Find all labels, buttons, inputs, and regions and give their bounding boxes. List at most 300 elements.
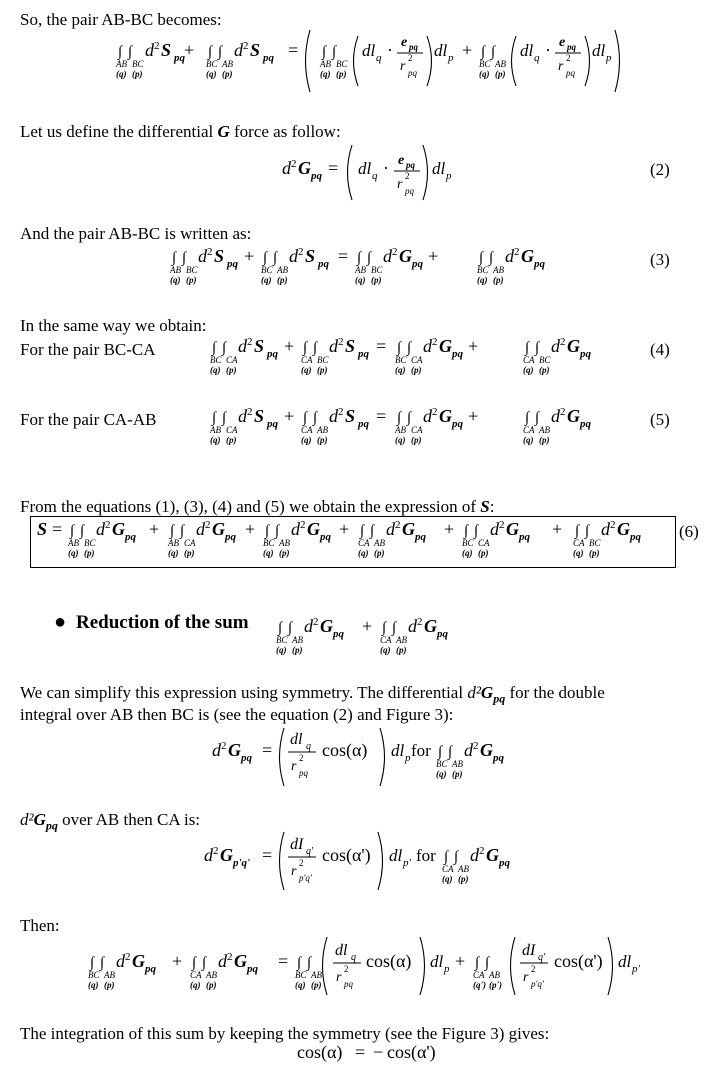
symbol-g: G <box>521 246 534 266</box>
superscript-2: 2 <box>499 519 505 531</box>
frac-r-sub: pq <box>566 68 575 78</box>
symbol-g: G <box>220 845 233 865</box>
text-line-2-post: force as follow: <box>229 122 341 141</box>
left-paren <box>354 36 359 86</box>
symbol-g: G <box>439 406 452 426</box>
integral-var-p: (p') <box>489 980 502 990</box>
integral-limit: AB <box>206 970 217 980</box>
subscript-pq: pq <box>412 258 423 270</box>
integral-var-q: (q) <box>210 365 221 375</box>
symbol-g: G <box>486 845 499 865</box>
integral-var-p: (p) <box>186 275 197 285</box>
integral-var-p: (p) <box>104 980 115 990</box>
frac-r-sup: 2 <box>405 171 410 181</box>
subscript-pq: pq <box>320 531 331 543</box>
integral-limit: AB <box>279 538 290 548</box>
integral-limit: CA <box>184 538 196 548</box>
inline-d2b: d² <box>20 810 34 829</box>
operator: = <box>278 951 289 971</box>
integral-var-p: (p) <box>292 645 303 655</box>
subscript-pq: pq <box>225 531 236 543</box>
integral-limit: CA <box>411 425 423 435</box>
right-paren <box>380 728 385 786</box>
integral-var-p: (p) <box>206 980 217 990</box>
frac-num: dl <box>290 731 303 748</box>
superscript-2: 2 <box>432 336 438 348</box>
integral-sign: ∫ <box>182 250 187 266</box>
superscript-2: 2 <box>291 158 297 170</box>
integral-limit: AB <box>493 265 504 275</box>
integral-sign: ∫ <box>479 250 484 266</box>
integral-sign: ∫ <box>297 955 302 971</box>
integral-var-p: (p) <box>311 980 322 990</box>
text-line-1: So, the pair AB-BC becomes: <box>20 10 222 29</box>
differential-d: d <box>329 406 338 426</box>
differential-d: d <box>96 519 105 539</box>
integral-var-q: (q) <box>276 645 287 655</box>
integral-sign: ∫ <box>357 250 362 266</box>
differential-d: d <box>212 740 221 760</box>
operator: = <box>355 1042 366 1062</box>
integral-sign: ∫ <box>525 410 530 426</box>
integral-limit: CA <box>442 864 454 874</box>
integral-sign: ∫ <box>100 955 105 971</box>
superscript-2: 2 <box>298 246 304 258</box>
text-line-9-post: over AB then CA is: <box>57 810 201 829</box>
differential-d: d <box>423 406 432 426</box>
differential-d: d <box>304 616 313 636</box>
integral-var-q: (q) <box>380 645 391 655</box>
integral-sign: ∫ <box>585 523 590 539</box>
subscript-pq: pq <box>452 418 463 430</box>
cos-alpha: cos(α) <box>322 740 368 760</box>
subscript-pq: pq <box>415 531 426 543</box>
operator: = <box>262 845 273 865</box>
integral-var-p: (p) <box>411 435 422 445</box>
differential-d: d <box>196 519 205 539</box>
integral-var-q: (q) <box>442 874 453 884</box>
superscript-2: 2 <box>247 336 253 348</box>
frac-num-sub: q' <box>538 952 546 963</box>
integral-var-q: (q) <box>477 275 488 285</box>
dl-subscript: p <box>405 752 411 764</box>
frac-r-sub: p'q' <box>531 979 544 989</box>
integral-limit: CA <box>411 355 423 365</box>
integral-sign: ∫ <box>454 849 459 865</box>
integral-sign: ∫ <box>407 410 412 426</box>
frac-num: dI <box>290 836 304 853</box>
integral-sign: ∫ <box>278 620 283 636</box>
integral-var-p: (p) <box>317 365 328 375</box>
integral-sign: ∫ <box>172 250 177 266</box>
frac-e-sub: pq <box>567 42 576 52</box>
right-paren <box>378 832 383 890</box>
superscript-2: 2 <box>221 740 227 752</box>
operator: + <box>245 519 256 539</box>
integral-sign: ∫ <box>222 410 227 426</box>
integral-var-p: (p) <box>411 365 422 375</box>
integral-limit: BC <box>276 635 288 645</box>
integral-var-p: (p) <box>374 548 385 558</box>
dl-subscript: p <box>444 963 450 975</box>
superscript-2: 2 <box>560 336 566 348</box>
integral-sign: ∫ <box>275 523 280 539</box>
frac-e: e <box>401 35 408 50</box>
frac-r-sup: 2 <box>299 858 304 868</box>
frac-r: r <box>291 864 297 879</box>
integral-var-q: (q) <box>168 548 179 558</box>
subscript-pq: pq <box>452 348 463 360</box>
symbol-g: G <box>132 951 145 971</box>
right-paren <box>615 30 620 92</box>
operator: = <box>376 406 387 426</box>
for-word: for <box>416 846 436 865</box>
integral-var-p: (p) <box>184 548 195 558</box>
integral-sign: ∫ <box>322 44 327 60</box>
integral-var-q: (q) <box>301 435 312 445</box>
right-paren <box>420 937 425 995</box>
superscript-2: 2 <box>213 845 219 857</box>
cos-alpha-prime: cos(α') <box>554 951 603 971</box>
operator: = <box>376 336 387 356</box>
frac-r-sub: pq <box>299 768 308 778</box>
cos-alpha-prime: cos(α') <box>322 845 371 865</box>
integral-sign: ∫ <box>575 523 580 539</box>
inline-d2: d² <box>467 683 481 702</box>
frac-r-sup: 2 <box>408 53 413 63</box>
symbol-s: S <box>345 336 356 356</box>
subscript-pq: pq <box>358 418 369 430</box>
integral-sign: ∫ <box>208 44 213 60</box>
integral-limit: BC <box>436 759 448 769</box>
integral-var-q: (q) <box>355 275 366 285</box>
integral-limit: AB <box>396 635 407 645</box>
text-line-11: The integration of this sum by keeping the symmetry (see the Figure 3) gives: <box>20 1024 550 1043</box>
subscript-pq: pq <box>358 348 369 360</box>
integral-limit: CA <box>358 538 370 548</box>
left-paren <box>512 36 517 86</box>
integral-limit: BC <box>261 265 273 275</box>
operator: + <box>172 951 183 971</box>
for-word: for <box>411 741 431 760</box>
differential-d: d <box>470 845 479 865</box>
subscript-pq: pq <box>247 963 258 975</box>
subscript-pq: pq <box>333 628 344 640</box>
dl-subscript: q <box>376 52 382 64</box>
left-paren <box>511 937 516 995</box>
subscript-pq: pq <box>263 52 274 64</box>
integral-var-q: (q) <box>462 548 473 558</box>
subscript-pq: pq <box>519 531 530 543</box>
differential-d: d <box>551 336 560 356</box>
integral-limit: CA <box>473 970 485 980</box>
integral-var-q: (q) <box>320 69 331 79</box>
integral-sign: ∫ <box>118 44 123 60</box>
integral-var-p: (p) <box>222 69 233 79</box>
frac-r: r <box>397 177 403 192</box>
integral-limit: BC <box>477 265 489 275</box>
integral-var-p: (p) <box>226 365 237 375</box>
subscript-pq: pq <box>493 752 504 764</box>
integral-sign: ∫ <box>202 955 207 971</box>
dl-term: dl <box>389 846 403 865</box>
dl-term: dl <box>592 41 606 60</box>
integral-var-q: (q) <box>436 769 447 779</box>
subscript-pq: pq <box>499 857 510 869</box>
symbol-g: G <box>567 336 580 356</box>
integral-var-q: (q) <box>358 548 369 558</box>
integral-var-p: (p) <box>458 874 469 884</box>
integral-sign: ∫ <box>535 340 540 356</box>
frac-num-sub: q' <box>306 846 314 857</box>
operator: + <box>244 246 255 266</box>
integral-limit: AB <box>395 425 406 435</box>
dl-term: dl <box>391 741 405 760</box>
dl-subscript: p' <box>403 857 411 869</box>
integral-sign: ∫ <box>474 523 479 539</box>
differential-d: d <box>291 519 300 539</box>
frac-r-sub: pq <box>405 186 414 196</box>
integral-limit: BC <box>317 355 329 365</box>
integral-limit: BC <box>539 355 551 365</box>
superscript-2: 2 <box>247 406 253 418</box>
integral-sign: ∫ <box>288 620 293 636</box>
frac-r: r <box>558 59 564 74</box>
integral-var-p: (p) <box>493 275 504 285</box>
cos-alpha-prime: cos(α') <box>387 1042 436 1062</box>
right-paren <box>423 145 428 200</box>
symbol-g: G <box>212 519 225 539</box>
integral-sign: ∫ <box>218 44 223 60</box>
integral-var-p: (p) <box>317 435 328 445</box>
subscript-pq: pq <box>267 418 278 430</box>
operator: + <box>339 519 350 539</box>
symbol-s: S <box>305 246 316 266</box>
integral-sign: ∫ <box>407 340 412 356</box>
superscript-2: 2 <box>417 616 423 628</box>
frac-num-sub: q <box>306 741 311 752</box>
superscript-2: 2 <box>560 406 566 418</box>
symbol-s: S <box>250 40 261 60</box>
integral-var-q: (q) <box>523 435 534 445</box>
eq-number-4: (4) <box>650 340 670 359</box>
integral-limit: AB <box>210 425 221 435</box>
text-line-8-post: for the double <box>505 683 605 702</box>
symbol-g: G <box>402 519 415 539</box>
integral-limit: CA <box>478 538 490 548</box>
text-line-7-post: : <box>489 497 495 516</box>
symbol-g: G <box>298 158 311 178</box>
symbol-g: G <box>234 951 247 971</box>
superscript-2: 2 <box>479 845 485 857</box>
integral-limit: BC <box>132 59 144 69</box>
inline-pq2: pq <box>45 818 58 833</box>
integral-sign: ∫ <box>313 340 318 356</box>
left-paren <box>348 145 353 200</box>
integral-limit: AB <box>116 59 127 69</box>
dl-term: dl <box>618 952 632 971</box>
superscript-2: 2 <box>313 616 319 628</box>
symbol-s: S <box>345 406 356 426</box>
integral-sign: ∫ <box>397 410 402 426</box>
left-paren <box>306 30 311 92</box>
integral-sign: ∫ <box>90 955 95 971</box>
integral-limit: CA <box>226 425 238 435</box>
integral-sign: ∫ <box>535 410 540 426</box>
superscript-2: 2 <box>243 40 249 52</box>
integral-var-p: (p) <box>277 275 288 285</box>
differential-d: d <box>423 336 432 356</box>
integral-sign: ∫ <box>481 44 486 60</box>
superscript-2: 2 <box>514 246 520 258</box>
frac-e: e <box>559 35 566 50</box>
integral-sign: ∫ <box>438 744 443 760</box>
frac-e: e <box>398 153 405 168</box>
integral-var-p: (p) <box>396 645 407 655</box>
text-line-8-pre: We can simplify this expression using symmetry. The differential <box>20 683 468 702</box>
superscript-2: 2 <box>610 519 616 531</box>
eq-number-3: (3) <box>650 250 670 269</box>
dl-term: dl <box>362 41 376 60</box>
differential-d: d <box>238 336 247 356</box>
equations-root <box>37 30 642 1063</box>
integral-var-q: (q) <box>395 435 406 445</box>
integral-limit: AB <box>374 538 385 548</box>
integral-limit: CA <box>226 355 238 365</box>
superscript-2: 2 <box>154 40 160 52</box>
integral-sign: ∫ <box>70 523 75 539</box>
dl-subscript: p' <box>632 963 640 975</box>
symbol-g: G <box>617 519 630 539</box>
superscript-2: 2 <box>207 246 213 258</box>
operator: + <box>284 336 295 356</box>
differential-d: d <box>289 246 298 266</box>
symbol-g: G <box>506 519 519 539</box>
integral-limit: AB <box>277 265 288 275</box>
right-paren <box>427 36 432 86</box>
cos-alpha: cos(α) <box>366 951 412 971</box>
operator: + <box>284 406 295 426</box>
dl-term: dl <box>520 41 534 60</box>
integral-limit: AB <box>311 970 322 980</box>
integral-limit: BC <box>206 59 218 69</box>
frac-r: r <box>336 970 342 985</box>
integral-limit: CA <box>573 538 585 548</box>
integral-limit: BC <box>479 59 491 69</box>
integral-var-p: (p) <box>539 365 550 375</box>
subscript-pq: pq <box>580 348 591 360</box>
symbol-s: S <box>254 406 265 426</box>
frac-r-sup: 2 <box>299 753 304 763</box>
integral-limit: AB <box>104 970 115 980</box>
symbol-g: G <box>320 616 333 636</box>
integral-var-p: (p) <box>336 69 347 79</box>
differential-d: d <box>386 519 395 539</box>
differential-d: d <box>282 158 291 178</box>
frac-r: r <box>400 59 406 74</box>
operator: + <box>444 519 455 539</box>
frac-r-sup: 2 <box>344 964 349 974</box>
integral-sign: ∫ <box>128 44 133 60</box>
subscript-pq: pq <box>580 418 591 430</box>
differential-d: d <box>218 951 227 971</box>
subscript-pq: pq <box>267 348 278 360</box>
differential-d: d <box>551 406 560 426</box>
frac-r-sub: pq <box>344 979 353 989</box>
text-s-symbol: S <box>480 497 490 516</box>
integral-limit: BC <box>371 265 383 275</box>
integral-var-q: (q) <box>301 365 312 375</box>
superscript-2: 2 <box>473 740 479 752</box>
subscript-pq: pq <box>437 628 448 640</box>
subscript-pq: pq <box>241 752 252 764</box>
left-paren <box>280 832 285 890</box>
operator: + <box>428 246 439 266</box>
integral-sign: ∫ <box>212 340 217 356</box>
right-paren <box>608 937 613 995</box>
frac-e-sub: pq <box>406 160 415 170</box>
superscript-2: 2 <box>227 951 233 963</box>
integral-limit: BC <box>395 355 407 365</box>
symbol-s-total: S <box>37 519 48 539</box>
frac-r-sup: 2 <box>531 964 536 974</box>
integral-limit: BC <box>263 538 275 548</box>
section-heading: Reduction of the sum <box>76 612 249 633</box>
frac-r-sup: 2 <box>566 53 571 63</box>
integral-limit: AB <box>168 538 179 548</box>
subscript-pq: pq <box>311 170 322 182</box>
dl-subscript: p <box>606 52 612 64</box>
text-line-2-pre: Let us define the differential <box>20 122 218 141</box>
integral-limit: CA <box>301 425 313 435</box>
differential-d: d <box>490 519 499 539</box>
integral-limit: BC <box>84 538 96 548</box>
text-line-3: And the pair AB-BC is written as: <box>20 224 252 243</box>
differential-d: d <box>204 845 213 865</box>
eq-number-2: (2) <box>650 160 670 179</box>
differential-d: d <box>464 740 473 760</box>
integral-var-q: (q) <box>206 69 217 79</box>
differential-d: d <box>145 40 154 60</box>
dl-term: dl <box>432 159 446 178</box>
frac-r: r <box>291 759 297 774</box>
integral-var-p: (p) <box>84 548 95 558</box>
integral-limit: AB <box>292 635 303 645</box>
text-line-10: Then: <box>20 916 60 935</box>
text-g-symbol: G <box>217 122 230 141</box>
symbol-g: G <box>424 616 437 636</box>
integral-var-q: (q) <box>523 365 534 375</box>
integral-var-p: (p) <box>495 69 506 79</box>
subscript-pq: pq <box>145 963 156 975</box>
integral-limit: CA <box>380 635 392 645</box>
subscript-pq: pq <box>125 531 136 543</box>
frac-num: dI <box>522 942 536 959</box>
integral-sign: ∫ <box>222 340 227 356</box>
integral-sign: ∫ <box>525 340 530 356</box>
symbol-g: G <box>480 740 493 760</box>
integral-limit: AB <box>458 864 469 874</box>
integral-var-q: (q) <box>170 275 181 285</box>
integral-sign: ∫ <box>192 955 197 971</box>
superscript-2: 2 <box>338 406 344 418</box>
integral-limit: AB <box>222 59 233 69</box>
dl-subscript: q <box>534 52 540 64</box>
integral-sign: ∫ <box>80 523 85 539</box>
subscript-pq: pq <box>227 258 238 270</box>
symbol-s: S <box>214 246 225 266</box>
integral-sign: ∫ <box>360 523 365 539</box>
